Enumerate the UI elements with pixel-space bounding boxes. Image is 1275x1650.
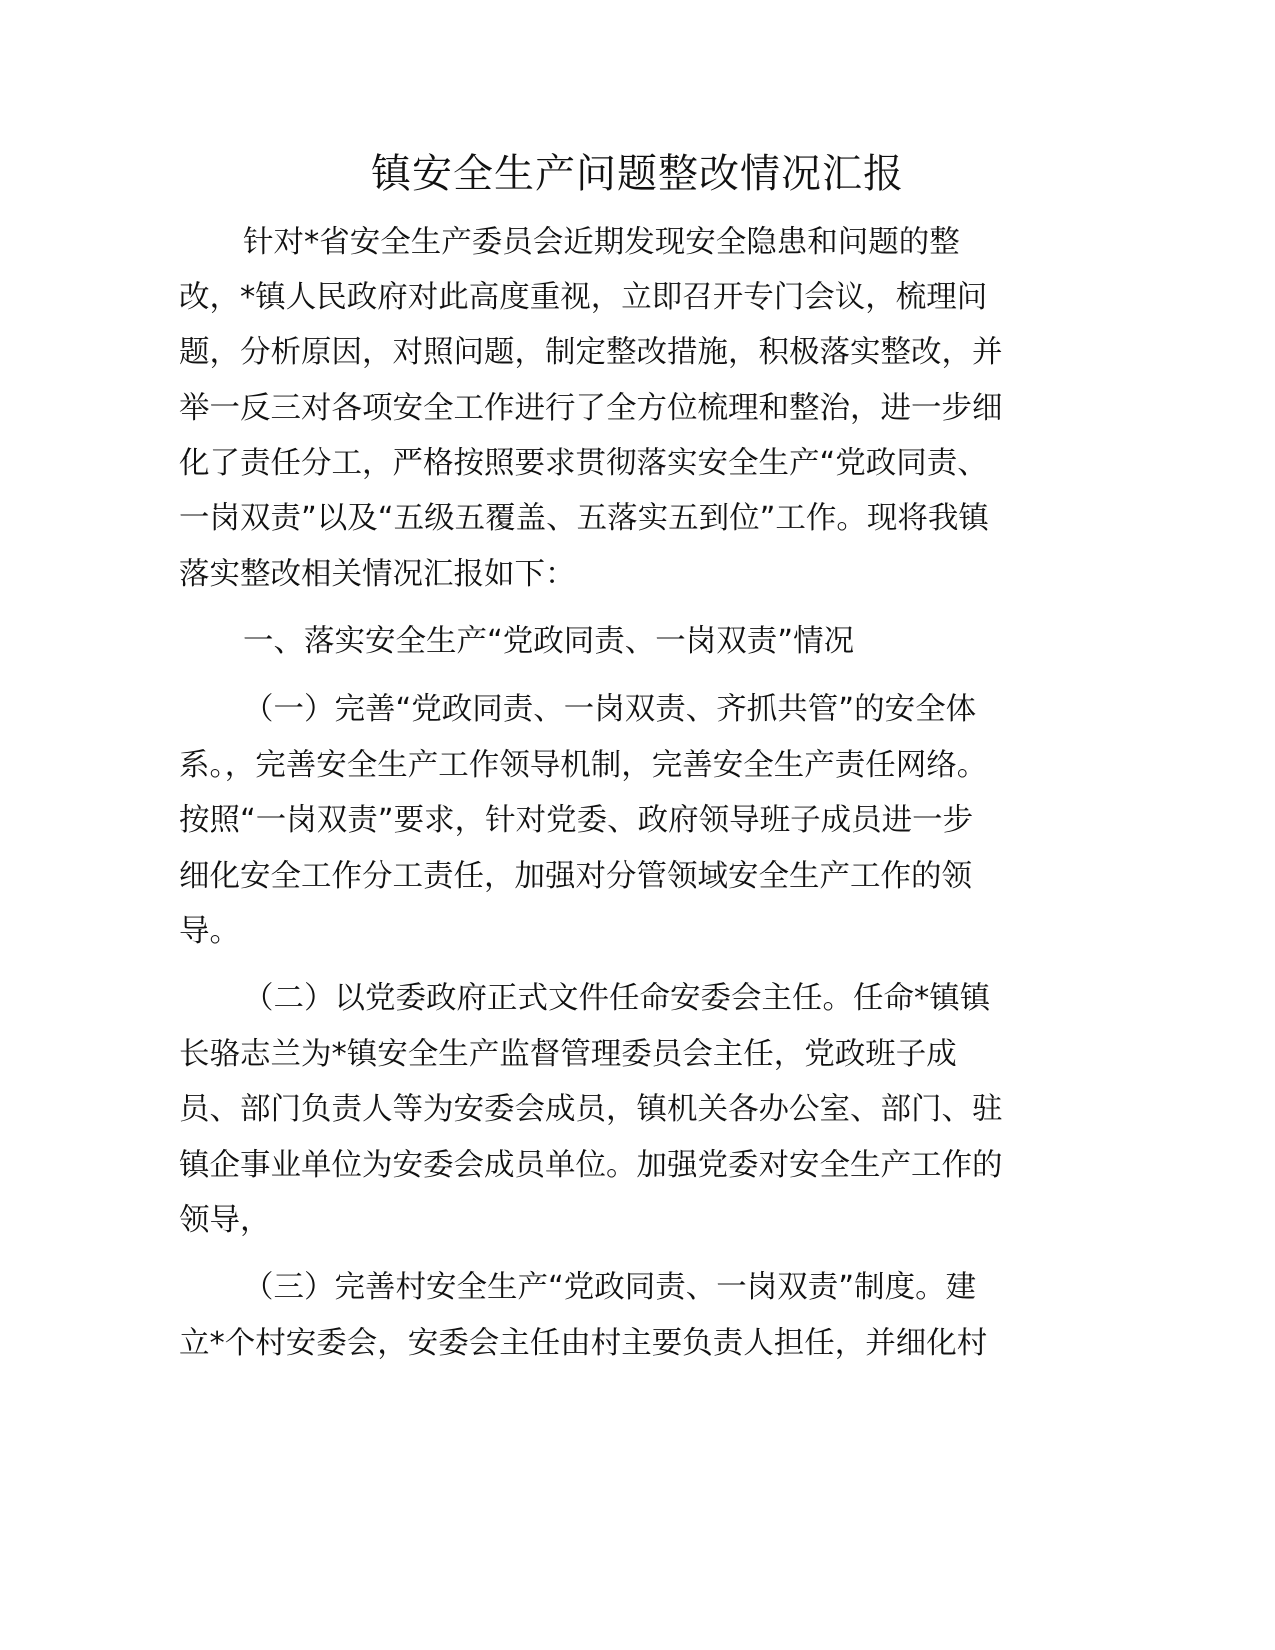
paragraph-line: （二）以党委政府正式文件任命安委会主任。任命*镇镇 [243,981,991,1016]
paragraph-line: 细化安全工作分工责任，加强对分管领域安全生产工作的领 [179,859,972,894]
paragraph-line: 按照“一岗双责”要求，针对党委、政府领导班子成员进一步 [179,803,974,838]
document-title: 镇安全生产问题整改情况汇报 [371,151,904,197]
paragraph-line: 员、部门负责人等为安委会成员，镇机关各办公室、部门、驻 [179,1092,1003,1127]
paragraph-line: 一岗双责”以及“五级五覆盖、五落实五到位”工作。现将我镇 [179,501,989,536]
paragraph-line: 导。 [179,914,240,949]
paragraph-line: 系。，完善安全生产工作领导机制，完善安全生产责任网络。 [179,748,988,783]
paragraph-line: （三）完善村安全生产“党政同责、一岗双责”制度。建 [243,1270,977,1305]
paragraph-line: 化了责任分工，严格按照要求贯彻落实安全生产“党政同责、 [179,446,988,481]
section-heading: 一、落实安全生产“党政同责、一岗双责”情况 [243,624,855,659]
paragraph-line: 镇企事业单位为安委会成员单位。加强党委对安全生产工作的 [179,1148,1003,1183]
paragraph-line: （一）完善“党政同责、一岗双责、齐抓共管”的安全体 [243,692,977,727]
paragraph-line: 举一反三对各项安全工作进行了全方位梳理和整治，进一步细 [179,391,1003,426]
paragraph-line: 落实整改相关情况汇报如下： [179,557,576,592]
paragraph-line: 领导， [179,1203,271,1238]
paragraph-line: 针对*省安全生产委员会近期发现安全隐患和问题的整 [243,225,960,260]
paragraph-line: 长骆志兰为*镇安全生产监督管理委员会主任，党政班子成 [179,1037,957,1072]
paragraph-line: 立*个村安委会，安委会主任由村主要负责人担任，并细化村 [179,1326,988,1361]
paragraph-line: 题，分析原因，对照问题，制定整改措施，积极落实整改，并 [179,335,1003,370]
paragraph-line: 改，*镇人民政府对此高度重视，立即召开专门会议，梳理问 [179,280,988,315]
